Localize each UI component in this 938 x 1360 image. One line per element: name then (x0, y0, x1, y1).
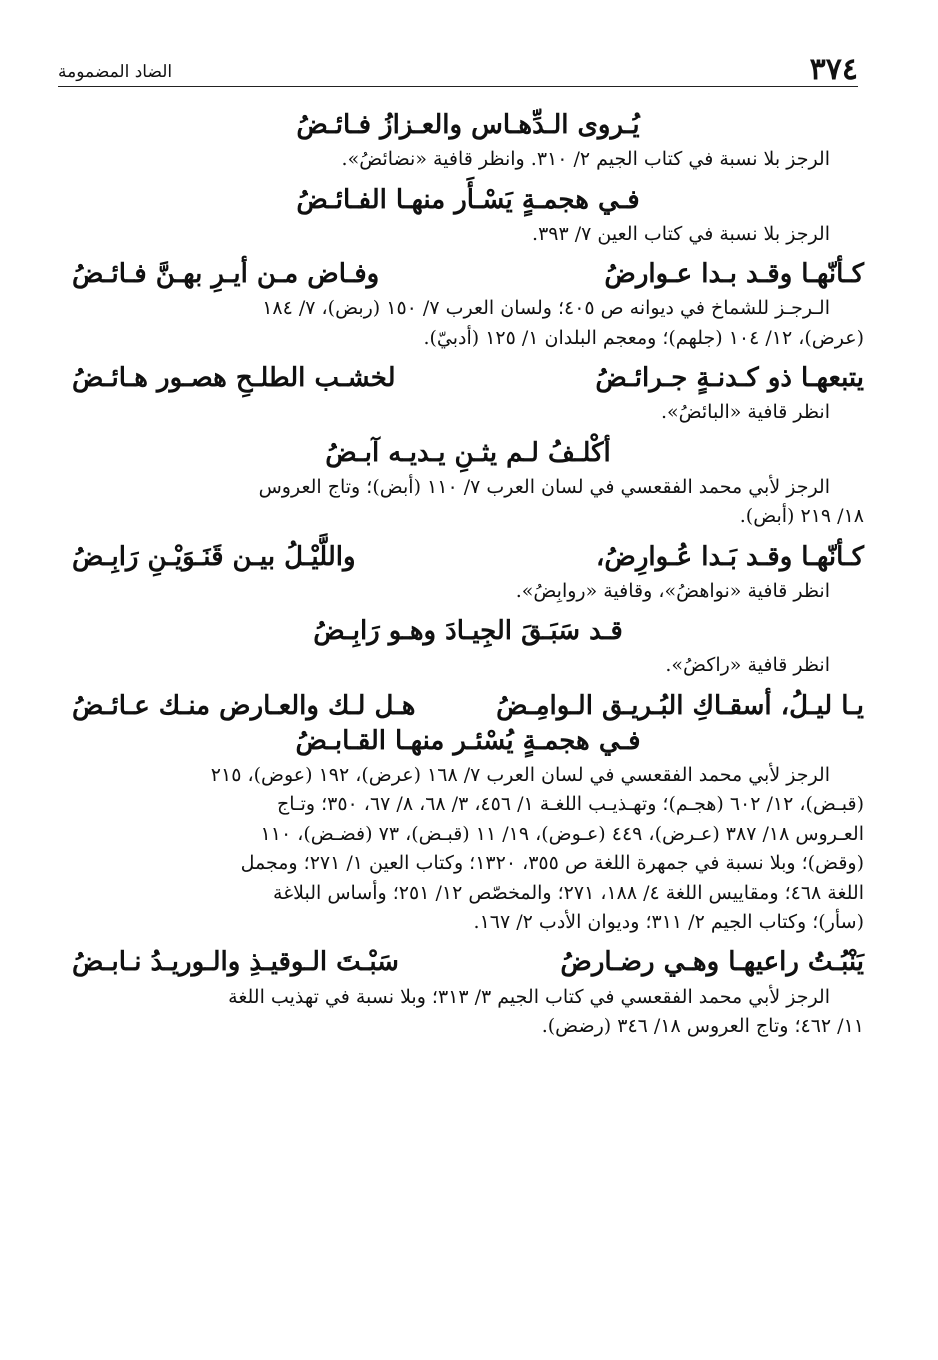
verse-first-hemistich: يَنْبُـتُ راعيهـا وهـي رضـارضُ (560, 947, 864, 978)
verse: أكْلـفُ لـم يثـنِ يـديـه آبـضُ (325, 437, 611, 468)
header-rule (58, 86, 858, 87)
footnote (72, 651, 864, 680)
verse-pair (72, 945, 864, 980)
footnote (72, 294, 864, 353)
footnote-line: (سأر)؛ وكتاب الجيم ٢/ ٣١١؛ وديوان الأدب ٢/ ١٦٧. (473, 910, 864, 933)
footnote-line: الرجز لأبي محمد الفقعسي في لسان العرب ٧/ ١٦٨ (عرض)، ١٩٢ (عوض)، ٢١٥ (210, 763, 830, 786)
footnote-line: الرجز بلا نسبة في كتاب الجيم ٢/ ٣١٠. وانظر قافية «نضائضُ». (341, 148, 830, 171)
verse: فـي هجمـةٍ يَسْـأَر منهـا الفـائـضُ (296, 184, 640, 215)
page-header (58, 52, 858, 92)
footnote-line: اللغة ٤٦٨؛ ومقاييس اللغة ٤/ ١٨٨، ٢٧١؛ والمخصّص ١٢/ ٢٥١؛ وأساس البلاغة (273, 881, 864, 904)
footnote-line: انظر قافية «البائضُ». (660, 401, 830, 424)
verse-first-hemistich: يـا ليـلُ، أسقـاكِ البُـريـق الـوامِـضُ (496, 690, 864, 721)
verse-second-hemistich: سَبْـتَ الـوقيـذِ والـوريـدُ نـابـضُ (72, 947, 399, 978)
footnote-line: انظر قافية «نواهضُ»، وقافية «روابِضُ». (515, 579, 830, 602)
footnote (72, 577, 864, 606)
verse: فـي هجمـةٍ يُسْئـر منهـا القـابـضُ (295, 725, 641, 756)
footnote (72, 983, 864, 1042)
verse-second-hemistich: هـل لـك والعـارض منـك عـائـضُ (72, 690, 416, 721)
footnote-line: الرجز لأبي محمد الفقعسي في لسان العرب ٧/ ١١٠ (أبض)؛ وتاج العروس (258, 475, 830, 498)
verse-first-hemistich: يتبعهـا ذو كـدنـةٍ جـرائـضُ (595, 363, 864, 394)
verse-second-hemistich: وفـاض مـن أيـرِ بهـنَّ فـائـضُ (72, 259, 380, 290)
footnote (72, 473, 864, 532)
footnote-line: العـروس ١٨/ ٣٨٧ (عـرض)، ٤٤٩ (عـوض)، ١٩/ ١١ (قبـض)، ٧٣ (فضـض)، ١١٠ (260, 822, 864, 845)
footnote-line: ١١/ ٤٦٢؛ وتاج العروس ١٨/ ٣٤٦ (رضض). (541, 1014, 864, 1037)
verse-pair (72, 689, 864, 724)
verse-pair (72, 257, 864, 292)
footnote-line: انظر قافية «راكضُ». (665, 654, 830, 677)
footnote (72, 145, 864, 174)
verse: قـد سَبَـقَ الجِيـادَ وهـو رَابِـضُ (313, 616, 623, 647)
footnote (72, 398, 864, 427)
verse-first-hemistich: كـأنّهـا وقـد بـدا عـوارضُ (604, 259, 864, 290)
footnote (72, 761, 864, 938)
footnote-line: (قبـض)، ١٢/ ٦٠٢ (هجـم)؛ وتهـذيـب اللغـة ١/ ٤٥٦، ٣/ ٦٨، ٨/ ٦٧، ٣٥٠؛ وتـاج (276, 793, 864, 816)
verse-pair (72, 540, 864, 575)
footnote-line: الرجز لأبي محمد الفقعسي في كتاب الجيم ٣/ ٣١٣؛ وبلا نسبة في تهذيب اللغة (228, 985, 830, 1008)
verse-pair (72, 361, 864, 396)
footnote-line: ١٨/ ٢١٩ (أبض). (739, 505, 864, 528)
footnote-line: الرجز بلا نسبة في كتاب العين ٧/ ٣٩٣. (532, 222, 830, 245)
footnote-line: الـرجـز للشماخ في ديوانه ص ٤٠٥؛ ولسان العرب ٧/ ١٥٠ (ربض)، ٧/ ١٨٤ (262, 297, 830, 320)
footnote-line: (وقض)؛ وبلا نسبة في جمهرة اللغة ص ٣٥٥، ١٣٢٠؛ وكتاب العين ١/ ٢٧١؛ ومجمل (240, 852, 864, 875)
verse-second-hemistich: لخشـب الطلـحِ هصـور هـائـضُ (72, 363, 396, 394)
footnote-line: (عرض)، ١٢/ ١٠٤ (جلهم)؛ ومعجم البلدان ١/ ١٢٥ (أدبيّ). (423, 326, 864, 349)
verse: يُـروى الـدِّهـاس والعـزازُ فـائـضُ (296, 110, 640, 140)
verse-second-hemistich: واللَّيْـلُ بيـن قَنَـوَيْـنِ رَابِـضُ (72, 541, 356, 572)
section-title: الضاد المضمومة (58, 62, 173, 82)
verse-first-hemistich: كـأنّهـا وقـد بَـدا عُـوارِضُ، (596, 541, 864, 572)
footnote (72, 220, 864, 249)
page-number: ٣٧٤ (809, 52, 858, 87)
page-body (72, 108, 864, 1049)
